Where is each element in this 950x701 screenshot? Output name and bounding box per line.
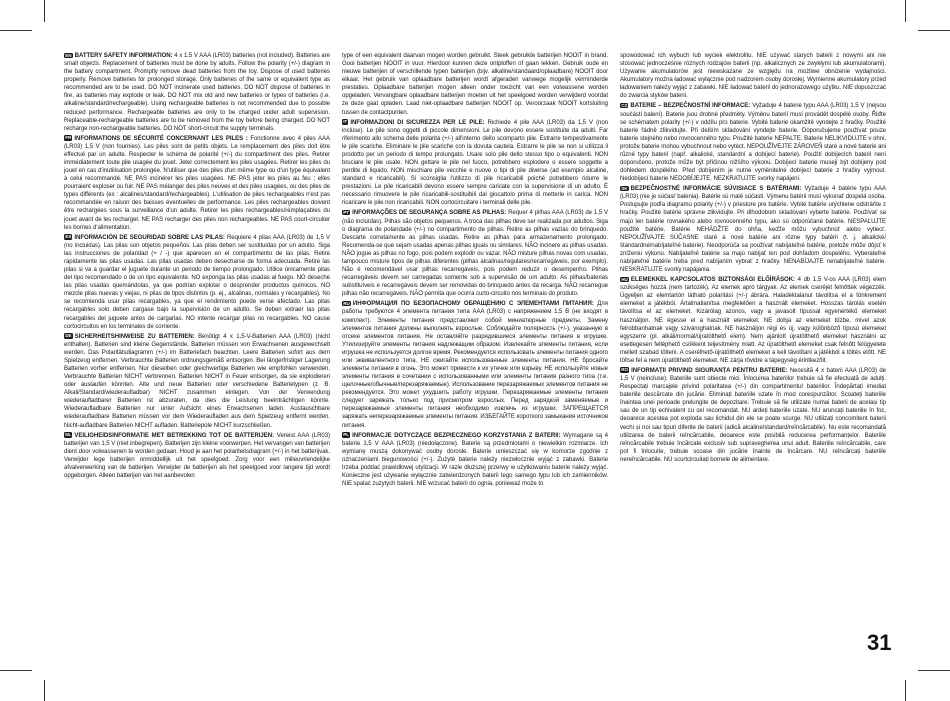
section-body: Necesită 4 x baterii AAA (LR03) de 1,5 V (neincluse). Bateriile sunt obiecte mici. Înlocuirea bateriilor trebuie să fie efectuată de adulți. Respectați marcajele privind polaritatea (+/-) din compartimentul bateriilor. Îndepărtați imediat bateriile descărcate din jucărie. Eliminați bateriile uzate în mod corespunzător. Scoateți bateriile înaintea unei perioade prelungite de depozitare. Trebuie să fie utilizate numai baterii de același tip sau de un tip echivalent cu cel recomandat. NU ardeți bateriile uzate. NU aruncați bateriile în foc, deoarece acestea pot exploda sau lichidul din ele se poate scurge. NU utilizați concomitent baterii vechi și noi sau tipuri diferite de baterii (adică alcaline/standard/reîncărcabile). Nu este recomandată utilizarea de baterii reîncărcabile, deoarece este posibilă reducerea performanțelor. Bateriile reîncărcabile trebuie încărcate exclusiv sub supravegherea unui adult. Bateriile reîncărcabile, care pot fi înlocuite, trebuie scoase din jucărie înainte de încărcare. NU reîncărcați bateriile nereîncărcabile. NU scurtcircuitați bornele de alimentare. — [620, 367, 886, 463]
safety-section-pt — [342, 209, 608, 298]
section-body: Fonctionne avec 4 piles AAA (LR03) 1,5 V (non fournies). Les piles sont de petits objets. Le remplacement des piles doit être effectué par un adulte. Respecter le schéma de polarité (+/-) du compartiment des piles. Retirer immédiatement toute pile usagée du jouet. Jeter correctement les piles usagées. Retirer les piles du jouet en cas d'inutilisation prolongée. N'utiliser que des piles d'un même type ou d'un type équivalent à celui recommandé. NE PAS incinérer les piles usagées. NE PAS jeter les piles au feu ; elles pourraient exploser ou fuir. NE PAS mélanger des piles neuves et des piles usagées, ou des piles de types différents (ex : alcalines/standard/rechargeables). L'utilisation de piles rechargeables n'est pas recommandée en raison des baisses éventuelles de performance. Les piles rechargeables doivent être rechargées sous la surveillance d'un adulte. Retirer les piles rechargeables/remplaçables du jouet avant de les recharger. NE PAS recharger des piles non rechargeables. NE PAS court-circuiter les bornes d'alimentation. — [64, 135, 330, 231]
text-column-1 — [64, 52, 330, 482]
safety-section-en — [64, 52, 330, 133]
crop-mark-top-right-v — [905, 0, 906, 22]
section-body: Richiede 4 pile AAA (LR03) da 1,5 V (non incluse). Le pile sono oggetti di piccole dimensioni. Le pile devono essere sostituite da adulti. Far riferimento allo schema delle polarità (+/-) all'interno dello scomparto pile. Estrarre tempestivamente le pile scariche. Eliminare le pile scariche con la dovuta cautela. Estrarre le pile se non si utilizza il prodotto per un periodo di tempo prolungato. Usare solo pile dello stesso tipo o equivalenti. NON bruciare le pile usate. NON gettare le pile nel fuoco, potrebbero esplodere o essere soggette a perdite di liquido. NON mischiare pile vecchie e nuove o tipi di pile diverse (ad esempio alcaline, standard e ricaricabili). Si sconsiglia l'utilizzo di pile ricaricabili poiché potrebbero ridurre le prestazioni. Le pile ricaricabili devono essere sempre caricate con la supervisione di un adulto. È necessario rimuovere le pile ricaricabili-sostituibili dal giocattolo prima di metterle in carica. NON ricaricare le pile non ricaricabili. NON cortocircuitare i terminali delle pile. — [342, 119, 608, 207]
section-title: BATTERY SAFETY INFORMATION: — [74, 53, 173, 59]
language-badge: DE — [65, 333, 72, 339]
text-column-3 — [620, 52, 886, 466]
section-title: INFORMACIÓN DE SEGURIDAD SOBRE LAS PILAS: — [74, 234, 225, 241]
section-title: INFORMATIONS DE SÉCURITÉ CONCERNANT LES PILES : — [74, 135, 248, 142]
language-badge: RU — [343, 300, 350, 306]
section-title: INFORMACJE DOTYCZĄCE BEZPIECZNEGO KORZYSTANIA Z BATERII: — [352, 432, 561, 439]
crop-mark-bottom-right-v — [905, 680, 906, 701]
safety-section-es — [64, 234, 330, 331]
crop-mark-top-left-h — [0, 30, 32, 31]
section-body: Для работы требуются 4 элемента питания типа AAA (LR03) с напряжением 1,5 В (не входят в комплект). Элементы питания представляют собой миниатюрные предметы. Замену элементов питания должны выполнять взрослые. Соблюдайте полярность (+/-), указанную в отсеке элементов питания. Не оставляйте разрядившиеся элементы питания в игрушке. Утилизируйте элементы питания надлежащим образом. Извлекайте элементы питания, если игрушка не используется долгое время. Рекомендуется использовать элементы питания одного или эквивалентного типа. НЕ сжигайте использованные элементы питания. НЕ бросайте элементы питания в огонь. Это может привести к их утечке или взрыву. НЕ используйте новые элементы питания в сочетании с использованными или элементы питания разного типа (т.е. щелочные/обычные/перезаряжаемые). Использование перезаряжаемых элементов питания не рекомендуется. Это может ухудшить работу игрушки. Перезаряжаемые элементы питания следует заряжать только под присмотром взрослых. Перед зарядкой заменяемые и перезаряжаемые элементы питания необходимо извлечь из игрушки. ЗАПРЕЩАЕТСЯ заряжать неперезаряжаемые элементы питания. ИЗБЕГАЙТЕ короткого замыкания источников питания. — [342, 301, 608, 429]
language-badge: PT — [343, 209, 349, 215]
safety-section-pl — [342, 432, 608, 489]
section-title: BATERIE – BEZPEČNOSTNÍ INFORMACE: — [630, 103, 751, 110]
safety-section-hu — [620, 276, 886, 365]
section-body: Wymagane są 4 baterie 1,5 V AAA (LR03) (niedołączone). Baterie są przedmiotami o niewielkim rozmiarze. Ich wymianę muszą dokonywać osoby dorosłe. Baterie umieszczać się w komorze zgodnie z oznaczeniami biegunowości (+/-). Zużyte baterie należy niezwłocznie wyjąć z zabawki. Baterie trzeba poddać prawidłowej utylizacji. W razie dłuższej przerwy w użytkowaniu baterie należy wyjąć. Konieczne jest używanie wyłącznie zatwierdzonych baterii tego samego typu lub ich zamienników. NIE spalać zużytych baterii. NIE wrzucać baterii do ognia, ponieważ może to — [342, 432, 608, 488]
language-badge: IT — [343, 119, 348, 125]
section-body: 4 x 1.5 V AAA (LR03) batteries (not included). Batteries are small objects. Replacement of batteries must be done by adults. Follow the polarity (+/-) diagram in the battery compartment. Promptly remove dead batteries from the toy. Dispose of used batteries properly. Remove batteries for prolonged storage. Only batteries of the same or equivalent type as recommended are to be used. DO NOT incinerate used batteries. DO NOT dispose of batteries in fire, as batteries may explode or leak. DO NOT mix old and new batteries or types of batteries (i.e. alkaline/standard/rechargeable). Using rechargeable batteries is not recommended due to possible reduced performance. Rechargeable batteries are only to be charged under adult supervision. Replaceable-rechargeable batteries are to be removed from the toy before being charged. DO NOT recharge non-rechargeable batteries. DO NOT short-circuit the supply terminals. — [64, 53, 330, 132]
language-badge: NL — [65, 432, 72, 438]
language-badge: HU — [621, 276, 628, 282]
crop-mark-top-left-v — [44, 0, 45, 22]
safety-section-continued — [342, 52, 608, 117]
safety-section-de — [64, 333, 330, 430]
safety-section-continued — [620, 52, 886, 100]
section-body: Vyžaduje 4 baterie typu AAA (LR03) 1,5 V (nejsou součástí balení). Baterie jsou drobné předměty. Výměnu baterií musí provádět dospělé osoby. Řiďte se schématem polarity (+/-) v oddílu pro baterie. Vybité baterie okamžitě vyndejte z hračky. Použité baterie řádně zlikvidujte. Při delším skladování vyndejte baterie. Doporučujeme používat pouze baterie stejného nebo rovnocenného typu. Použité baterie NEPALTE. Baterie NELIKVIDUJTE v ohni, protože baterie mohou vybuchnout nebo vytéct. NEPOUŽÍVEJTE ZÁROVEŇ staré a nové baterie ani různé typy baterií (např. alkalické, standardní a dobíjecí baterie). Použití dobíjecích baterií není doporučeno, protože může být příčinou nižšího výkonu. Dobíjecí baterie musejí být dobíjeny pod dohledem dospělého. Před dobíjením je nutné vyměnitelné dobíjecí baterie z hračky vyjmout. Nedobíjecí baterie NEDOBÍJEJTE. NEZKRATUJTE svorky napájení. — [620, 103, 887, 183]
section-body: Vereist AAA (LR03) batterijen van 1,5 V (niet inbegrepen). Batterijen zijn kleine voorwerpen. Het vervangen van batterijen dient door volwassenen te worden gedaan. Houd je aan het polariteitsdiagram (+/-) in het batterijvak. Verwijder lege batterijen onmiddellijk uit het speelgoed. Zorg voor een milieuvriendelijke afvalverwerking van de batterijen. Verwijder de batterijen als het speelgoed voor langere tijd wordt opgeborgen. Alleen batterijen van het aanbevolen — [64, 432, 330, 479]
section-body: Vyžaduje 4 batérie typu AAA (LR03) (nie je súčasť balenia). Batérie sú malé súčasti. Výmenu batérií musí vykonať dospelá osoba. Postupujte podľa diagramu polarity (+/-) v priestore pre batérie. Vybité batérie urýchlene odstráňte z hračky. Použité batérie správne zlikvidujte. Pri dlhodobom skladovaní vyberte batérie. Používať sa majú len batérie rovnakého alebo rovnocenného typu, ako sú odporúčané batérie. NESPAĽUJTE použité batérie. Batérie NEHÁDŽTE do ohňa, keďže môžu vybuchnúť alebo vytiecť. NEPOUŽÍVAJTE SÚČASNE staré a nové batérie ani rôzne typy batérií (t. j. alkalické/štandardné/nabíjateľné batérie). Neodporúča sa používať nabíjateľné batérie, pretože môže dôjsť k zníženiu výkonu. Nabíjateľné batérie sa majú nabíjať len pod dohľadom dospelého. Vyberateľné nabíjateľné batérie treba pred nabíjaním vybrať z hračky. NENABÍJAJTE nenabíjateľné batérie. NESKRATUJTE svorky napájania. — [620, 186, 886, 274]
page-number: 31 — [867, 630, 892, 655]
language-badge: FR — [65, 135, 72, 141]
section-title: INFORMAȚII PRIVIND SIGURANȚA PENTRU BATERIE: — [631, 367, 788, 374]
safety-section-ro — [620, 367, 886, 464]
section-title: BEZPEČNOSTNÉ INFORMÁCIE SÚVISIACE S BATÉRIAMI: — [630, 186, 802, 193]
crop-mark-bottom-left-v — [44, 680, 45, 701]
section-title: INFORMAÇÕES DE SEGURANÇA SOBRE AS PILHAS: — [352, 210, 507, 217]
section-body: type of een equivalent daarvan mogen worden gebruikt. Steek gebruikte batterijen NOOIT in brand. Gooi batterijen NOOIT in vuur. Hierdoor kunnen deze ontploffen of gaan lekken. Gebruik oude en nieuwe batterijen of verschillende typen batterijen (bijv. alkaline/standaard/oplaadbare) NOOIT door elkaar. Het gebruik van oplaadbare batterijen wordt afgeraden vanwege mogelijk verminderde prestaties. Oplaadbare batterijen mogen alleen onder toezicht van een volwassene worden opgeladen. Vervangbare oplaadbare batterijen moeten uit het speelgoed worden verwijderd voordat ze deze gaat opladen. Laad niet-oplaadbare batterijen NOOIT op. Veroorzaak NOOIT kortsluiting tussen de contactpunten. — [342, 53, 608, 116]
safety-section-ru — [342, 300, 608, 429]
language-badge: EN — [65, 52, 72, 58]
language-badge: PL — [343, 432, 349, 438]
section-body: Requer 4 pilhas AAA (LR03) de 1,5 V (não incluídas). Pilhas são objetos pequenos. A troca das pilhas deve ser realizada por adultos. Siga o diagrama de polaridade (+/-) no compartimento de pilhas. Retire as pilhas vazias do brinquedo. Descarte corretamente as pilhas usadas. Retire as pilhas para armazenamento prolongado. Recomenda-se que sejam usadas apenas pilhas iguais ou similares. NÃO incinere as pilhas usadas. NÃO jogue as pilhas no fogo, pois podem explodir ou vazar. NÃO misture pilhas novas com usadas, tampouco misture tipos de pilhas diferentes (pilhas alcalinas/regulares/recarregáveis, por exemplo). Não é recomendável usar pilhas recarregáveis, pois podem reduzir o desempenho. Pilhas recarregáveis devem ser carregadas somente sob a supervisão de um adulto. As pilhas/baterias substituíveis e recarregáveis devem ser removidas do brinquedo antes da recarga. NÃO recarregue pilhas não recarregáveis. NÃO permita que ocorra curto-circuito nos terminais do produto. — [342, 210, 609, 298]
safety-section-nl — [64, 432, 330, 480]
safety-section-fr — [64, 135, 330, 232]
section-body: spowodować ich wybuch lub wyciek elektrolitu. NIE używać starych baterii z nowymi ani nie stosować jednocześnie różnych rodzajów baterii (np. alkalicznych ze zwykłymi lub akumulatorami). Używanie akumulatorów jest niewskazane ze względu na możliwe obniżenie wydajności. Akumulatory można ładować wyłącznie pod nadzorem osoby dorosłej. Wymienne akumulatory przed ładowaniem należy wyjąć z zabawki. NIE ładować baterii do jednorazowego użytku. NIE dopuszczać do zwarcia styków baterii. — [620, 53, 886, 100]
safety-section-sk — [620, 185, 886, 274]
safety-section-it — [342, 119, 608, 208]
safety-section-cz — [620, 102, 886, 183]
section-body: Benötigt 4 x 1,5-V-Batterien AAA (LR03) (nicht enthalten). Batterien sind kleine Gegenstände. Batterien müssen von Erwachsenen ausgewechselt werden. Das Polaritätsdiagramm (+/-) im Batteriefach beachten. Leere Batterien sofort aus dem Spielzeug entfernen. Verbrauchte Batterien ordnungsgemäß entsorgen. Bei längerfristiger Lagerung Batterien vorher entfernen. Nur dieselben oder gleichwertige Batterien wie empfohlen verwenden. Verbrauchte Batterien NICHT verbrennen. Batterien NICHT in Feuer entsorgen, da sie explodieren oder auslaufen könnten. Alte und neue Batterien oder verschiedene Batterietypen (z. B. Alkali/Standard/wiederaufladbar) NICHT zusammen einlegen. Von der Verwendung wiederaufladbarer Batterien ist abzuraten, da dies die Leistung beeinträchtigen könnte. Wiederaufladbare Batterien nur unter Aufsicht eines Erwachsenen laden. Austauschbare wiederaufladbare Batterien müssen vor dem Wiederaufladen aus dem Spielzeug entfernt werden. Nicht-aufladbare Batterien NICHT aufladen. Batteriepole NICHT kurzschließen. — [64, 333, 330, 429]
crop-mark-bottom-left-h — [0, 670, 32, 671]
crop-mark-top-right-h — [918, 30, 950, 31]
language-badge: ES — [65, 234, 72, 240]
section-title: SICHERHEITSHINWEISE ZU BATTERIEN: — [74, 333, 195, 340]
text-column-2 — [342, 52, 608, 490]
section-body: 4 db 1,5 V-os AAA (LR03) elem szükséges hozzá (nem tartozék). Az elemek apró tárgyak. Az elemek cseréjét felnőttek végezzék. Ügyeljen az elemtartón látható polaritási (+/-) ábrára. Haladéktalanul távolítsa el a tönkrement elemeket a játékból. Ártalmatlanítsa megfelelően a használt elemeket. Hosszas tárolás esetén távolítsa el az elemeket. Kizárólag azonos, vagy a javasolt típussal egyenértékű elemeket használjon. NE égesse el a használt elemeket. NE dobja az elemeket tűzbe, mivel azok felrobbanhatnak vagy szivároghatnak. NE használjon régi és új, vagy különböző típusú elemeket egyszerre (pl. alkáli/normál/újratölthető elem). Nem ajánlott újratölthető elemeket használni az esetlegesen felléphető csökkent teljesítmény miatt. Az újratölthető elemeket csak felnőtt felügyelete mellett szabad tölteni. A cserélhető-újratölthető elemeket a kell távolítani a játékból a töltés előtt. NE töltse fel a nem újratölthető elemeket. NE zárja rövidre a tápegység érintkezőit. — [620, 277, 887, 364]
language-badge: RO — [621, 367, 628, 373]
crop-mark-bottom-right-h — [918, 670, 950, 671]
section-title: INFORMAZIONI DI SICUREZZA PER LE PILE: — [350, 119, 485, 126]
language-badge: SK — [621, 185, 628, 191]
section-title: VEILIGHEIDSINFORMATIE MET BETREKKING TOT DE BATTERIJEN: — [74, 432, 274, 439]
section-body: Requiere 4 pilas AAA (LR03) de 1,5 V (no incluidas). Las pilas son objetos pequeños. Las pilas deben ser sustituidas por un adulto. Siga las instrucciones de polaridad (+ / -) que aparecen en el compartimento de las pilas. Retire rápidamente las pilas usadas. Las pilas usadas deben desecharse de forma adecuada. Retire las pilas si va a guardar el juguete durante un periodo de tiempo prolongado. Utilice únicamente pilas del tipo recomendado o de un tipo equivalente. NO exponga las pilas usadas al fuego. NO deseche las pilas usadas quemándolas, ya que podrían explotar o desprender productos químicos. NO mezcle pilas nuevas y viejas, ni pilas de tipos distintos (p. ej., alcalinas, normales y recargables). No se recomienda usar pilas recargables, ya que el rendimiento puede verse afectado. Las pilas recargables solo deben cargase bajo la supervisión de un adulto. Se deben extraer las pilas recargables del juguete antes de cargarlas. NO intente recargar pilas no recargables. NO cause cortocircuitos en los terminales de corriente. — [64, 234, 330, 330]
section-title: ELEMEKKEL KAPCSOLATOS BIZTONSÁGI ELŐÍRÁSOK: — [630, 277, 795, 284]
language-badge: CZ — [621, 102, 628, 108]
section-title: ИНФОРМАЦИЯ ПО БЕЗОПАСНОМУ ОБРАЩЕНИЮ С ЭЛЕМЕНТАМИ ПИТАНИЯ: — [352, 301, 594, 308]
